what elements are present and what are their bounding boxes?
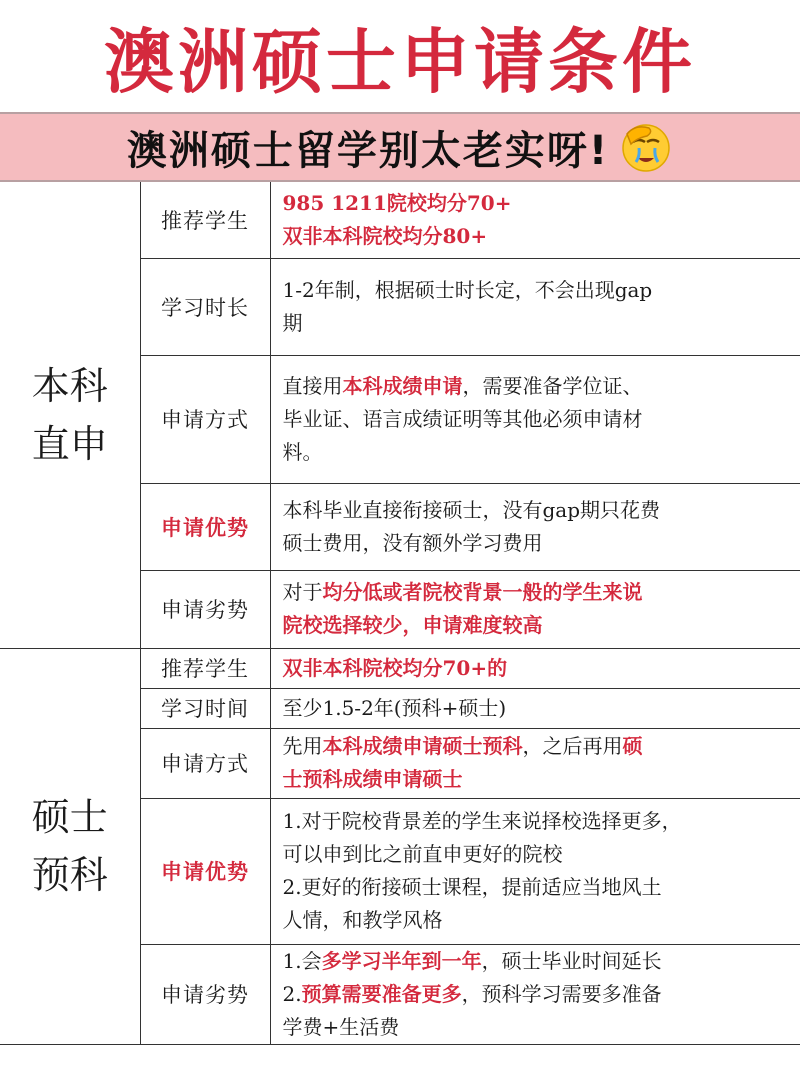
body-text: ，之后再用 [522,734,623,758]
highlight-text: 均分低或者院校背景一般的学生来说 [322,580,643,604]
row-content [270,258,800,355]
highlight-text: 双非本科院校均分70+的 [282,655,508,680]
body-text: 2. [282,981,302,1006]
row-content [270,355,800,483]
body-text: 毕业证、语言成绩证明等其他必须申请材 [282,406,643,431]
body-text: 1.会 [282,948,322,973]
row-content [270,688,800,728]
highlight-text: 本科成绩申请 [342,373,463,398]
content-line [283,576,795,609]
content-line [283,871,795,904]
content-line [283,307,795,340]
body-text: 可以申到比之前直申更好的院校 [282,842,563,866]
row-label: 推荐学生 [140,648,270,688]
requirements-table [0,182,800,1045]
highlight-text: 多学习半年到一年 [321,948,482,973]
row-label: 申请劣势 [140,570,270,648]
content-line [283,978,795,1011]
row-content [270,728,800,798]
body-text: 直接用 [282,373,343,398]
body-text: 先用 [282,734,323,758]
content-line [283,403,795,436]
body-text: 对于 [282,580,323,604]
body-text: 学费+生活费 [282,1014,400,1039]
subtitle-banner [0,112,800,182]
content-line [283,527,795,560]
content-line [283,730,795,763]
row-content [270,648,800,688]
face-palm-emoji-icon [619,120,673,174]
body-text: ，硕士毕业时间延长 [481,948,662,973]
body-text: 1.对于院校背景差的学生来说择校选择更多， [282,809,682,833]
content-line [283,945,795,978]
content-line [283,494,795,527]
row-label: 申请优势 [140,483,270,570]
row-label: 学习时长 [140,258,270,355]
body-text: 至少1.5-2年(预科+硕士) [282,695,507,720]
row-label: 申请劣势 [140,944,270,1044]
content-line [283,609,795,642]
row-content [270,483,800,570]
highlight-text: 双非本科院校均分80+ [282,223,488,248]
content-line [283,220,795,253]
section-label-line: 预科 [31,853,108,897]
row-content [270,798,800,944]
content-line [283,187,795,220]
row-label: 申请优势 [140,798,270,944]
table-row [0,182,800,258]
body-text: 1-2年制，根据硕士时长定，不会出现gap [282,277,653,302]
body-text: 本科毕业直接衔接硕士，没有gap期只花费 [282,497,661,522]
content-line [283,274,795,307]
row-label: 申请方式 [140,728,270,798]
body-text: 硕士费用，没有额外学习费用 [282,530,543,555]
highlight-text: 985 1211院校均分70+ [282,190,512,215]
row-content [270,944,800,1044]
table-row [0,648,800,688]
body-text: 2.更好的衔接硕士课程，提前适应当地风土 [282,875,662,899]
body-text: ，预科学习需要多准备 [461,981,662,1006]
section-label [0,648,140,1044]
section-label-line: 本科 [31,363,108,408]
content-line [283,904,795,937]
section-label-line: 硕士 [31,795,108,839]
highlight-text: 硕 [622,734,643,758]
content-line [283,370,795,403]
body-text: 料。 [282,439,323,464]
content-line [283,1011,795,1044]
content-line [283,692,795,725]
highlight-text: 院校选择较少，申请难度较高 [282,613,543,637]
section-label [0,182,140,648]
row-label: 学习时间 [140,688,270,728]
content-line [283,652,795,685]
body-text: ，需要准备学位证、 [462,373,643,398]
row-label: 申请方式 [140,355,270,483]
content-line [283,838,795,871]
content-line [283,436,795,469]
row-label: 推荐学生 [140,182,270,258]
body-text: 期 [282,310,303,335]
highlight-text: 本科成绩申请硕士预科 [322,734,523,758]
page-title: 澳洲硕士申请条件 [104,20,696,103]
highlight-text: 预算需要准备更多 [301,981,462,1006]
highlight-text: 士预科成绩申请硕士 [282,767,463,791]
content-line [283,805,795,838]
row-content [270,182,800,258]
body-text: 人情，和教学风格 [282,908,443,932]
row-content [270,570,800,648]
section-label-line: 直申 [31,421,108,466]
content-line [283,763,795,796]
subtitle-text: 澳洲硕士留学别太老实呀! [126,127,610,174]
